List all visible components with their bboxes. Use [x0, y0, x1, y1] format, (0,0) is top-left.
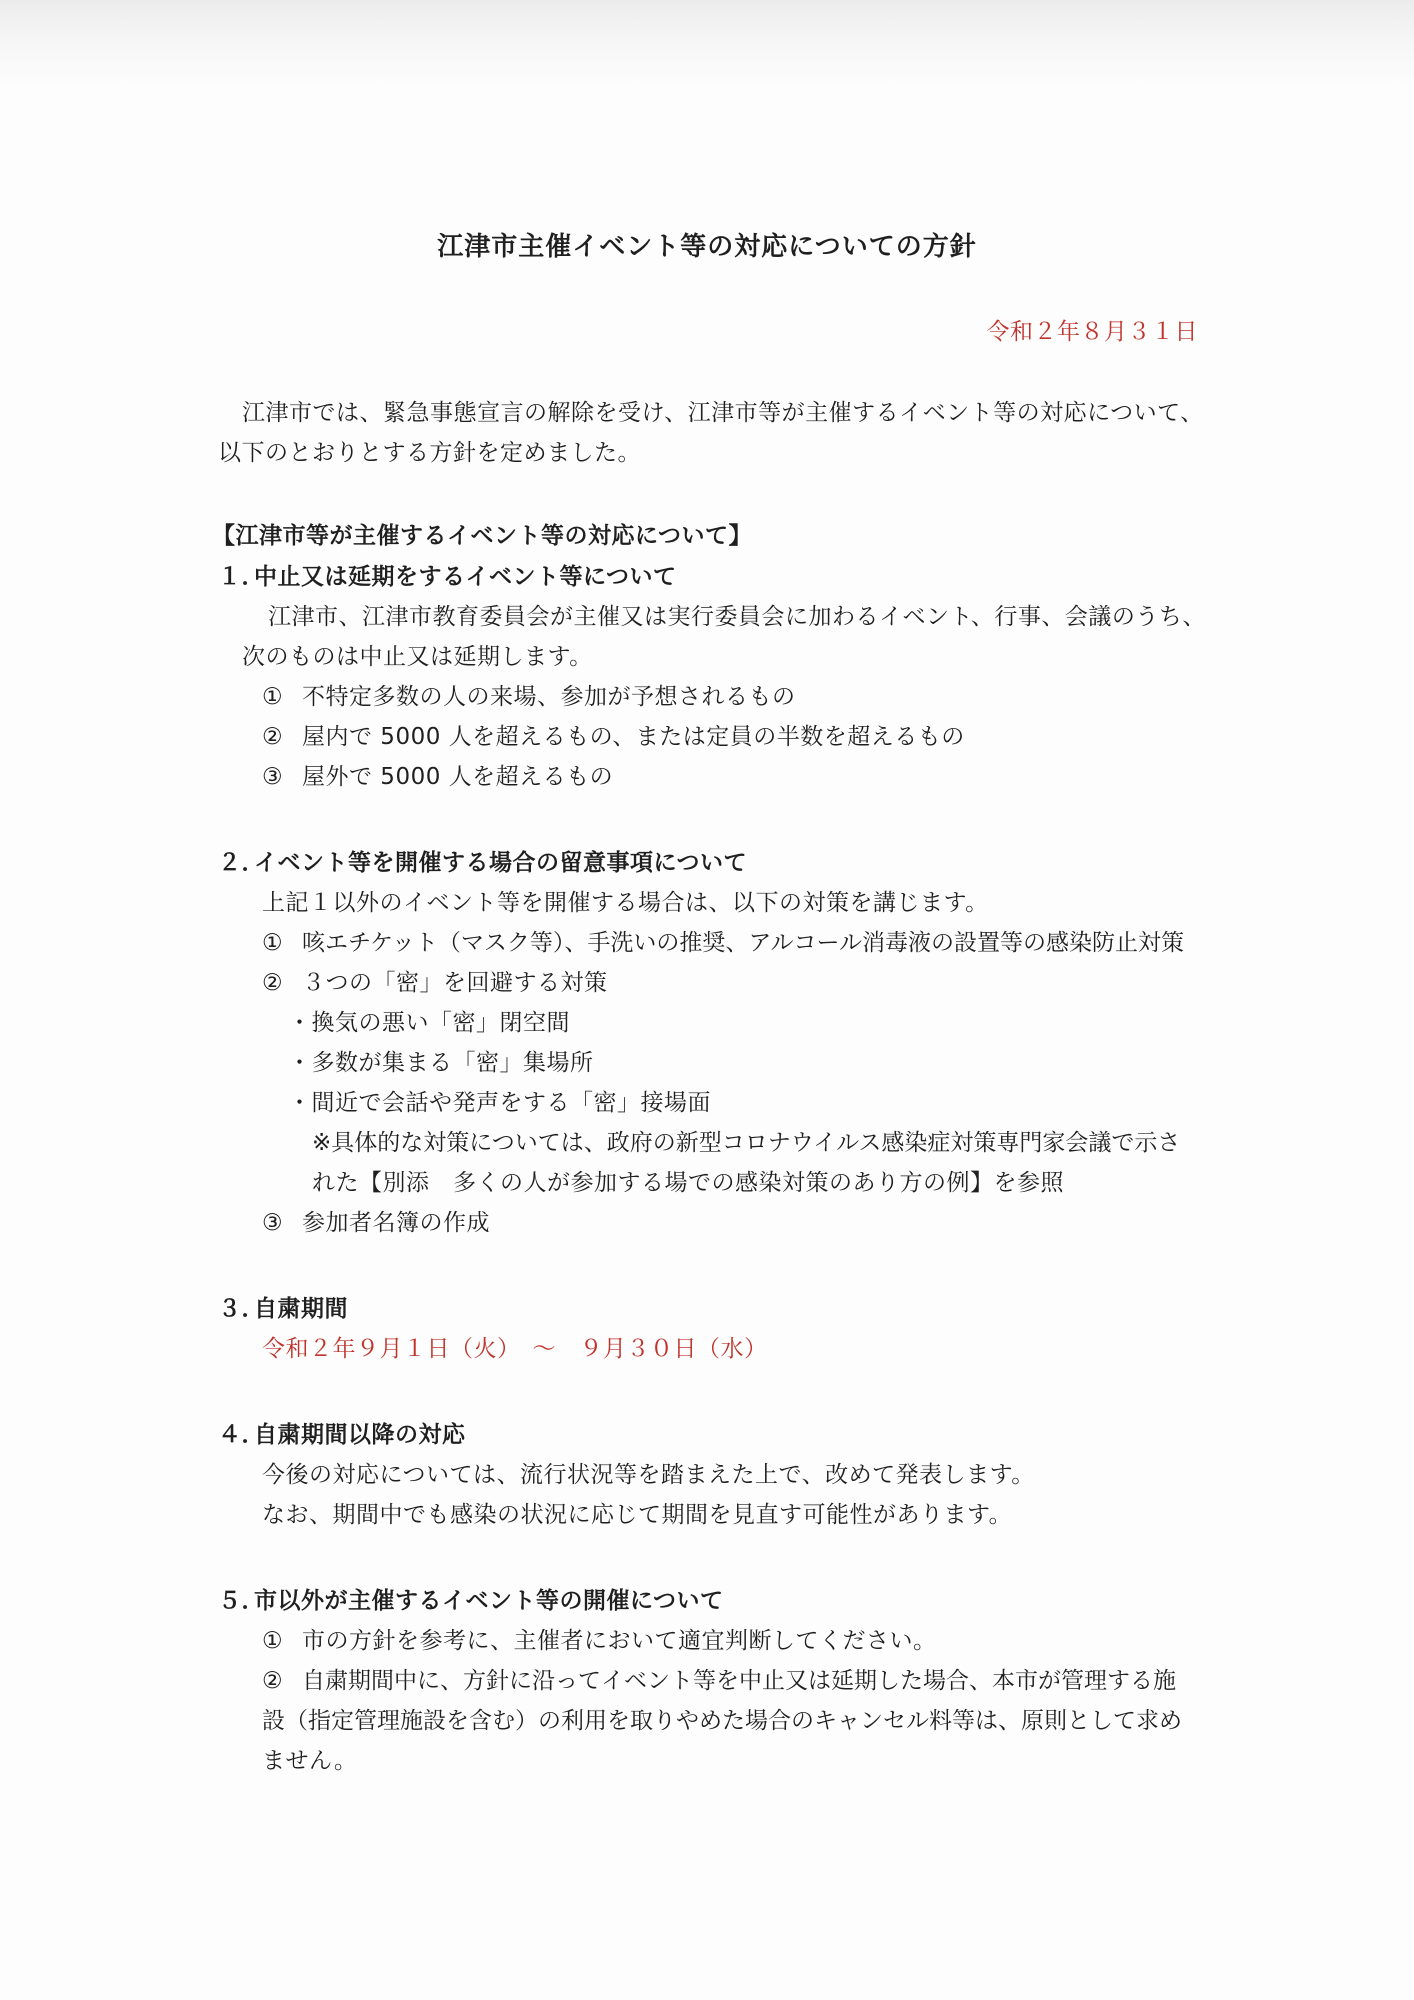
s2-item-1 — [262, 928, 1184, 958]
document-title: 江津市主催イベント等の対応についての方針 — [437, 232, 977, 262]
s4-body-line-2: なお、期間中でも感染の状況に応じて期間を見直す可能性があります。 — [262, 1502, 1013, 1528]
s2-item-1-mark: ① — [262, 930, 283, 956]
s5-item-2-text: 自粛期間中に、方針に沿ってイベント等を中止又は延期した場合、本市が管理する施 — [302, 1668, 1176, 1694]
s1-item-2 — [262, 722, 965, 752]
s2-bullet-1: ・換気の悪い「密」閉空間 — [288, 1010, 570, 1036]
s2-item-3-text: 参加者名簿の作成 — [302, 1210, 490, 1236]
s4-heading-row — [218, 1420, 466, 1450]
s5-item-1-text: 市の方針を参考に、主催者において適宜判断してください。 — [302, 1628, 937, 1654]
s1-body-line-2: 次のものは中止又は延期します。 — [242, 644, 593, 670]
section-heading: 【江津市等が主催するイベント等の対応について】 — [212, 523, 753, 549]
s2-note-line-1: ※具体的な対策については、政府の新型コロナウイルス感染症対策専門家会議で示さ — [312, 1130, 1181, 1156]
s2-bullet-3: ・間近で会話や発声をする「密」接場面 — [288, 1090, 711, 1116]
s1-item-1-mark: ① — [262, 684, 284, 710]
s1-item-3-text: 屋外で 5000 人を超えるもの — [302, 764, 614, 790]
s3-heading: 自粛期間 — [254, 1296, 348, 1322]
s1-item-2-text: 屋内で 5000 人を超えるもの、または定員の半数を超えるもの — [302, 724, 965, 750]
s2-number: ２． — [218, 850, 265, 876]
s2-item-2-mark: ② — [262, 970, 284, 996]
s2-item-3 — [262, 1208, 490, 1238]
s2-body: 上記１以外のイベント等を開催する場合は、以下の対策を講じます。 — [262, 890, 989, 916]
intro-line-1: 江津市では、緊急事態宣言の解除を受け、江津市等が主催するイベント等の対応について、 — [242, 400, 1204, 426]
s1-item-3-mark: ③ — [262, 764, 284, 790]
s1-item-3 — [262, 762, 613, 792]
s5-item-2-cont-1: 設（指定管理施設を含む）の利用を取りやめた場合のキャンセル料等は、原則として求め — [262, 1708, 1182, 1734]
s2-heading-row — [218, 848, 747, 878]
s4-body-line-1: 今後の対応については、流行状況等を踏まえた上で、改めて発表します。 — [262, 1462, 1035, 1488]
s1-item-1-text: 不特定多数の人の来場、参加が予想されるもの — [302, 684, 796, 710]
s5-heading-row — [218, 1586, 724, 1616]
s5-item-2-cont-2: ません。 — [262, 1748, 358, 1774]
scan-shading — [0, 0, 1414, 90]
s2-bullet-2: ・多数が集まる「密」集場所 — [288, 1050, 594, 1076]
document-date: 令和２年８月３１日 — [986, 319, 1198, 345]
s3-period: 令和２年９月１日（火） ～ ９月３０日（水） — [262, 1336, 768, 1362]
s3-heading-row — [218, 1294, 348, 1324]
s5-item-2-mark: ② — [262, 1668, 283, 1694]
s5-heading: 市以外が主催するイベント等の開催について — [254, 1588, 724, 1614]
s1-heading-row — [218, 562, 677, 592]
s2-heading: イベント等を開催する場合の留意事項について — [254, 850, 748, 876]
s2-item-2-text: ３つの「密」を回避する対策 — [302, 970, 608, 996]
s2-item-3-mark: ③ — [262, 1210, 284, 1236]
s1-body-line-1: 江津市、江津市教育委員会が主催又は実行委員会に加わるイベント、行事、会議のうち、 — [268, 604, 1206, 630]
s1-number: １． — [218, 564, 265, 590]
s3-number: ３． — [218, 1296, 265, 1322]
s2-item-2 — [262, 968, 608, 998]
intro-line-2: 以下のとおりとする方針を定めました。 — [218, 440, 641, 466]
s1-item-1 — [262, 682, 796, 712]
s5-item-2 — [262, 1666, 1176, 1696]
s2-note-line-2: れた【別添 多くの人が参加する場での感染対策のあり方の例】を参照 — [312, 1170, 1064, 1196]
s2-item-1-text: 咳エチケット（マスク等）、手洗いの推奨、アルコール消毒液の設置等の感染防止対策 — [302, 930, 1185, 956]
s5-item-1 — [262, 1626, 937, 1656]
s1-heading: 中止又は延期をするイベント等について — [254, 564, 677, 590]
s4-number: ４． — [218, 1422, 265, 1448]
s5-number: ５． — [218, 1588, 265, 1614]
s5-item-1-mark: ① — [262, 1628, 284, 1654]
s4-heading: 自粛期間以降の対応 — [254, 1422, 466, 1448]
s1-item-2-mark: ② — [262, 724, 284, 750]
